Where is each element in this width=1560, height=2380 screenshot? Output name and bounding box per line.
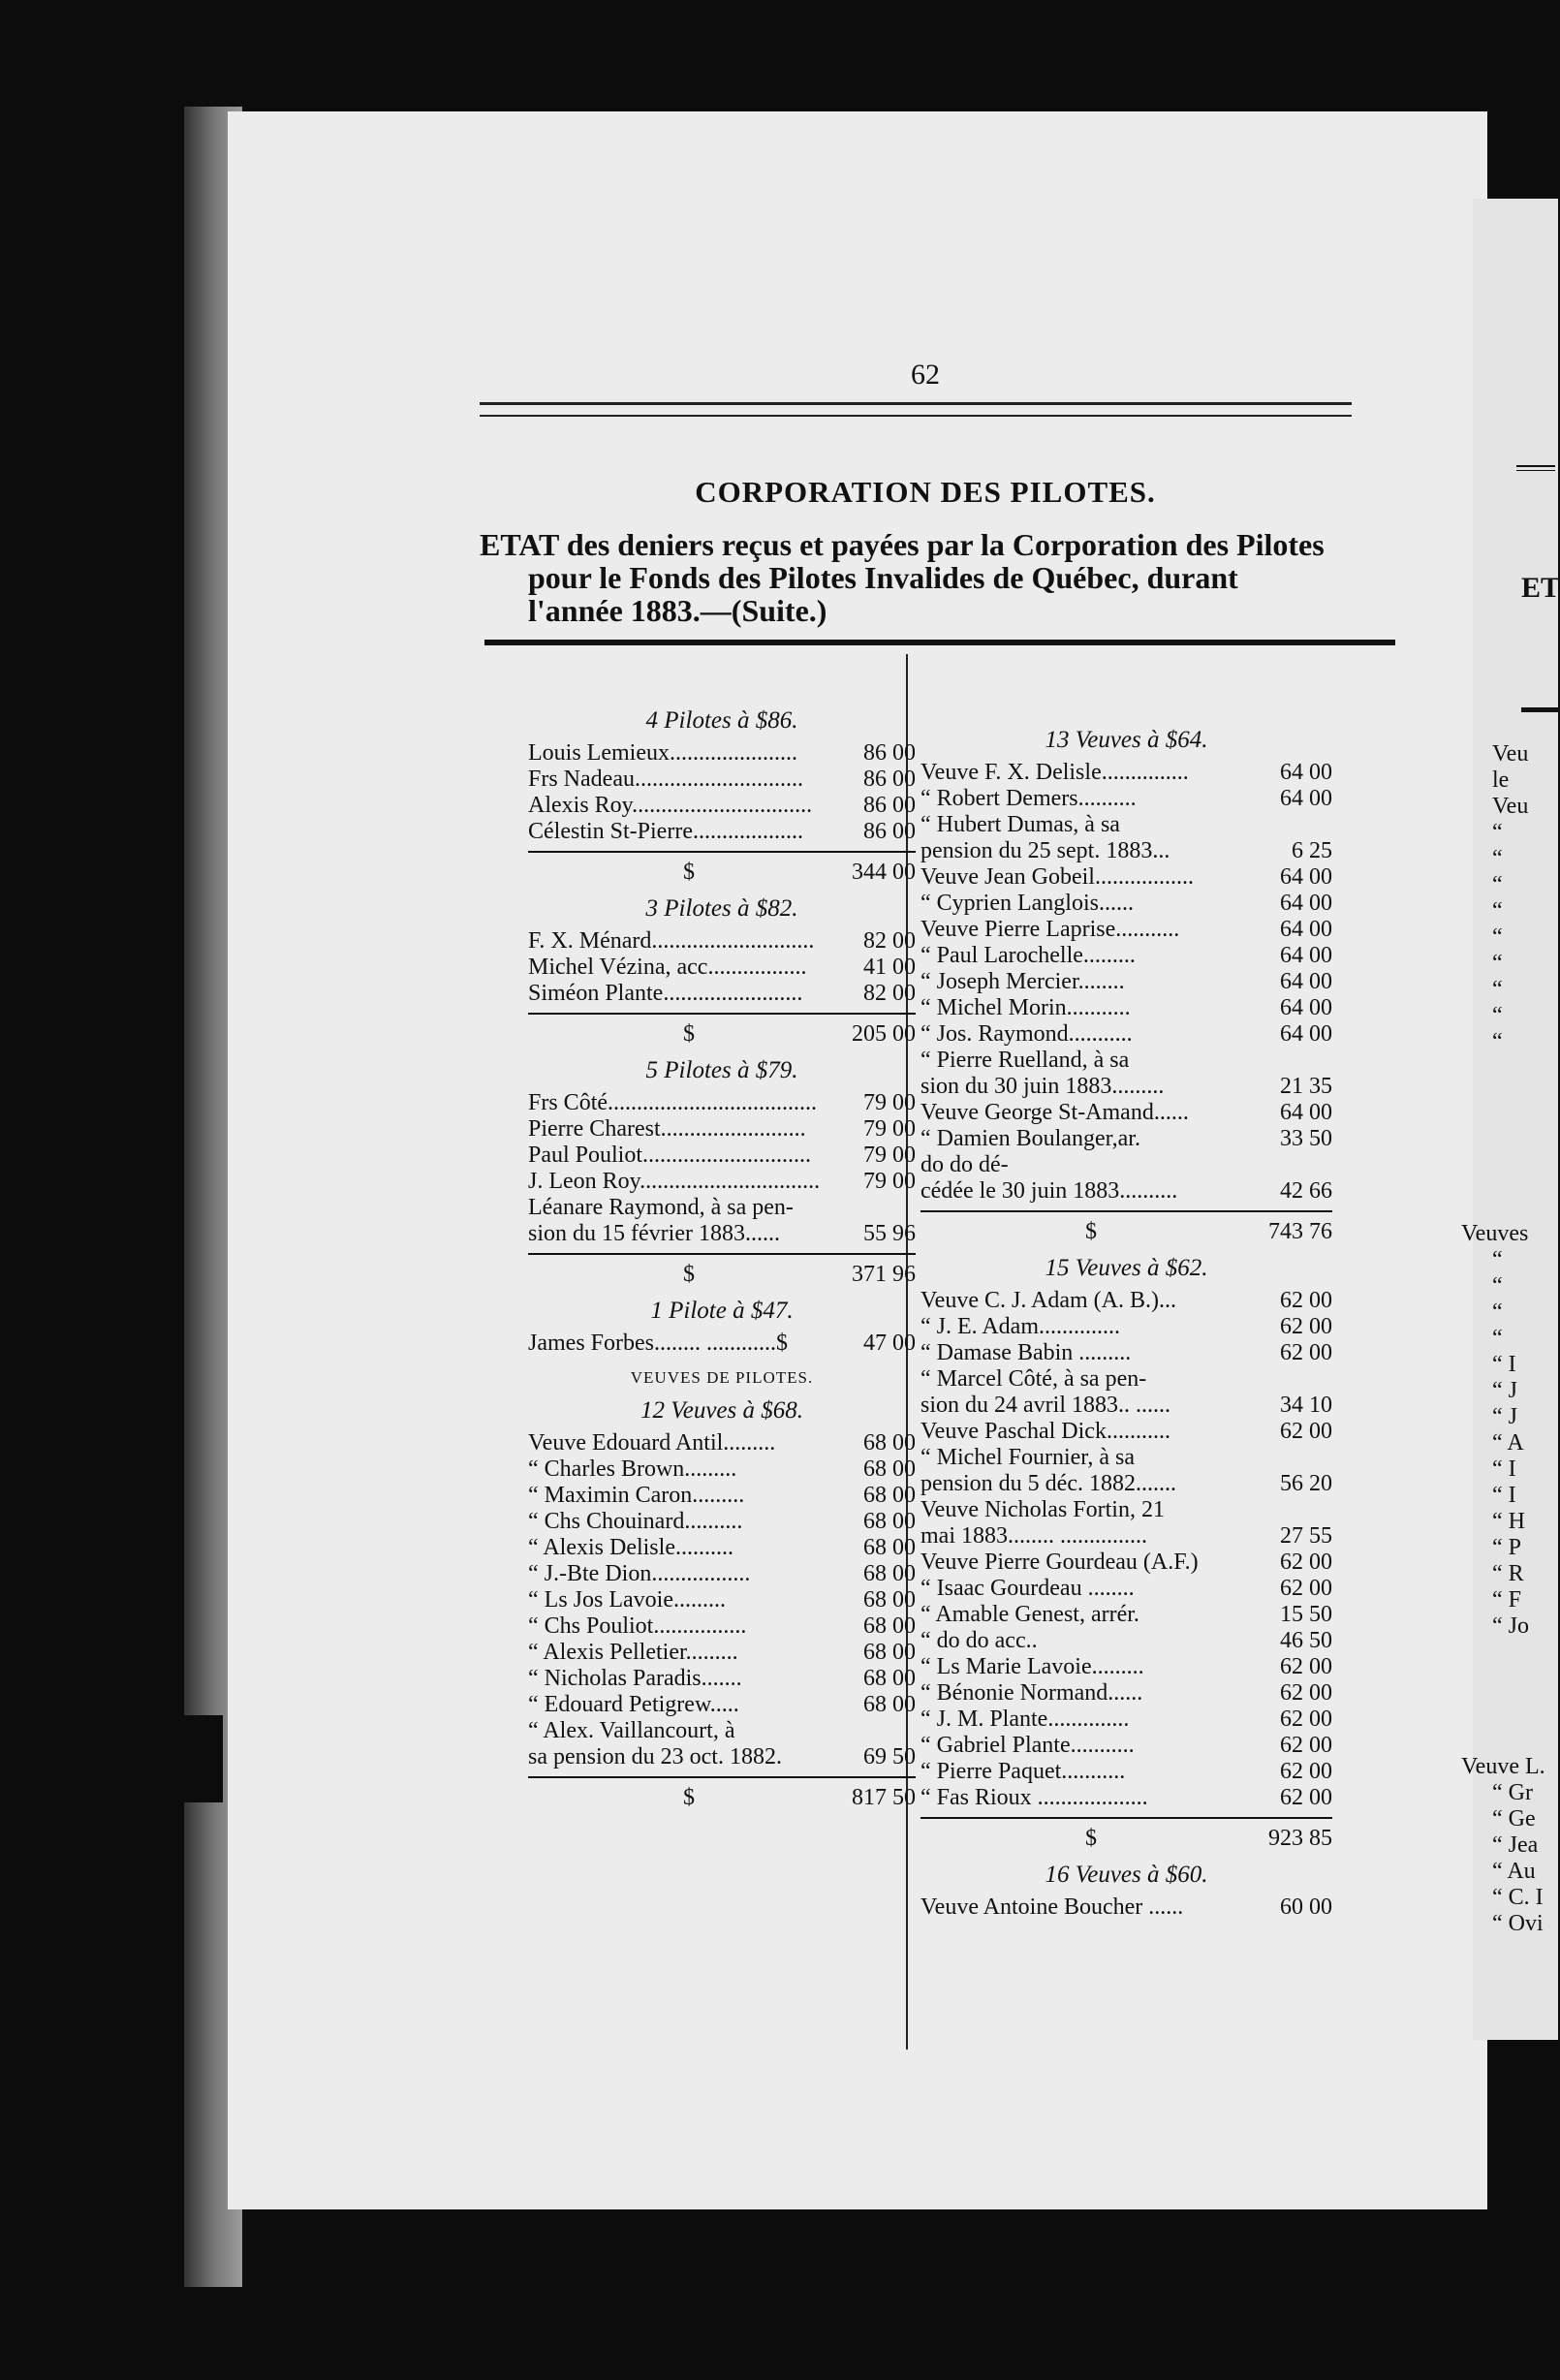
ledger-row (920, 917, 1332, 943)
ledger-name: “ Alexis Delisle.......... (528, 1535, 733, 1560)
ledger-amount (1257, 1152, 1332, 1178)
ledger-amount: 86 00 (863, 740, 916, 766)
intro-line-3: l'année 1883.—(Suite.) (528, 593, 827, 628)
ledger-row (920, 1152, 1332, 1178)
ledger-row (528, 1692, 916, 1718)
ledger-row (920, 891, 1332, 917)
ledger-row (528, 1169, 916, 1195)
ledger-amount: 68 00 (863, 1561, 916, 1586)
ledger-name: Frs Côté.................................... (528, 1090, 818, 1115)
ledger-amount: 27 55 (1280, 1523, 1332, 1549)
ledger-row (920, 1288, 1332, 1314)
ledger-name: “ Ls Jos Lavoie......... (528, 1587, 726, 1613)
ledger-row (920, 1497, 1332, 1523)
ledger-amount: 62 00 (1280, 1340, 1332, 1365)
ledger-amount: 64 00 (1280, 1021, 1332, 1047)
scanned-page (228, 111, 1487, 2209)
ledger-amount: 68 00 (863, 1430, 916, 1456)
ledger-row (920, 1419, 1332, 1445)
ledger-row (920, 1126, 1332, 1152)
ledger-name: Veuve C. J. Adam (A. B.)... (920, 1288, 1176, 1313)
ledger-name: pension du 5 déc. 1882....... (920, 1471, 1176, 1496)
veuves-heading: VEUVES DE PILOTES. (630, 1368, 814, 1387)
ledger-row (920, 1048, 1332, 1074)
ledger-name: “ Edouard Petigrew..... (528, 1692, 739, 1717)
adjacent-line: “ (1492, 1003, 1503, 1028)
section-rule (484, 640, 1395, 645)
ledger-name: “ Jos. Raymond........... (920, 1021, 1133, 1047)
ledger-amount: 64 00 (1280, 943, 1332, 968)
adjacent-top-rule (1516, 465, 1555, 471)
ledger-amount: 68 00 (863, 1456, 916, 1482)
ledger-name: cédée le 30 juin 1883.......... (920, 1178, 1178, 1204)
ledger-amount: 42 66 (1280, 1178, 1332, 1204)
ledger-row (528, 1221, 916, 1247)
adjacent-line: “ (1492, 846, 1503, 871)
ledger-name: Michel Vézina, acc................. (528, 955, 807, 980)
ledger-row (920, 1340, 1332, 1366)
ledger-amount: 64 00 (1280, 864, 1332, 890)
currency-sign: $ (1085, 1219, 1097, 1244)
ledger-name: “ Maximin Caron......... (528, 1483, 745, 1508)
ledger-amount: 55 96 (863, 1221, 916, 1246)
ledger-row (528, 1116, 916, 1143)
ledger-amount: 62 00 (1280, 1733, 1332, 1758)
adjacent-line: “ F (1492, 1587, 1521, 1613)
adjacent-line: “ (1492, 951, 1503, 976)
ledger-amount: 62 00 (1280, 1288, 1332, 1313)
intro-line-1: ETAT des deniers reçus et payées par la Corporation des Pilotes (480, 527, 1325, 562)
ledger-amount: 62 00 (1280, 1576, 1332, 1601)
adjacent-line: “ (1492, 1300, 1503, 1325)
ledger-name: mai 1883........ ............... (920, 1523, 1147, 1549)
ledger-amount: 82 00 (863, 981, 916, 1006)
page-title: CORPORATION DES PILOTES. (695, 475, 1156, 509)
ledger-row (528, 1718, 916, 1744)
adjacent-line: “ Jo (1492, 1613, 1529, 1639)
ledger-name: “ J.-Bte Dion................. (528, 1561, 751, 1586)
ledger-amount: 64 00 (1280, 891, 1332, 916)
adjacent-line: “ A (1492, 1430, 1524, 1456)
adjacent-line: “ Ovi (1492, 1911, 1544, 1936)
ledger-row (528, 1535, 916, 1561)
ledger-name: Veuve George St-Amand...... (920, 1100, 1189, 1125)
ledger-name: “ Hubert Dumas, à sa (920, 812, 1120, 837)
ledger-name: “ Michel Morin........... (920, 995, 1131, 1020)
section-heading: 5 Pilotes à $79. (645, 1057, 798, 1083)
ledger-amount: 68 00 (863, 1535, 916, 1560)
ledger-row (920, 1707, 1332, 1733)
adjacent-line: Veuve L. (1461, 1754, 1545, 1779)
adjacent-line: “ P (1492, 1535, 1521, 1560)
section-total (920, 1817, 1332, 1852)
ledger-name: “ Nicholas Paradis....... (528, 1666, 742, 1691)
ledger-amount (1257, 1366, 1332, 1393)
ledger-row (528, 1483, 916, 1509)
ledger-amount: 34 10 (1280, 1393, 1332, 1418)
adjacent-line: “ J (1492, 1378, 1517, 1403)
ledger-name: F. X. Ménard............................ (528, 928, 815, 954)
ledger-row (920, 943, 1332, 969)
total-amount: 344 00 (852, 860, 916, 885)
ledger-row (528, 1331, 916, 1357)
ledger-amount: 15 50 (1280, 1602, 1332, 1627)
adjacent-line: “ Gr (1492, 1780, 1533, 1805)
ledger-name: pension du 25 sept. 1883... (920, 838, 1170, 863)
section-total (528, 1253, 916, 1288)
ledger-row (920, 995, 1332, 1021)
ledger-row (920, 1178, 1332, 1205)
ledger-amount (1257, 1497, 1332, 1523)
ledger-row (920, 786, 1332, 812)
ledger-row (920, 760, 1332, 786)
ledger-amount: 62 00 (1280, 1680, 1332, 1706)
adjacent-line: “ R (1492, 1561, 1524, 1586)
ledger-name: “ Robert Demers.......... (920, 786, 1137, 811)
adjacent-line: “ (1492, 1273, 1503, 1299)
ledger-name: “ Pierre Ruelland, à sa (920, 1048, 1130, 1073)
ledger-row (920, 1733, 1332, 1759)
ledger-name: Paul Pouliot............................. (528, 1143, 812, 1168)
ledger-name: “ Charles Brown......... (528, 1456, 737, 1482)
ledger-name: sion du 15 février 1883...... (528, 1221, 780, 1246)
ledger-amount: 41 00 (863, 955, 916, 980)
ledger-amount: 68 00 (863, 1613, 916, 1639)
ledger-name: “ Paul Larochelle......... (920, 943, 1136, 968)
ledger-name: “ Joseph Mercier........ (920, 969, 1125, 994)
ledger-name: “ Gabriel Plante........... (920, 1733, 1135, 1758)
adjacent-line: “ (1492, 1029, 1503, 1054)
ledger-name: “ Alex. Vaillancourt, à (528, 1718, 735, 1743)
ledger-row (528, 1456, 916, 1483)
adjacent-line: Veu (1492, 741, 1529, 767)
ledger-row (920, 1366, 1332, 1393)
ledger-amount (840, 1195, 916, 1221)
section-total (920, 1210, 1332, 1245)
ledger-name: Célestin St-Pierre................... (528, 819, 803, 844)
ledger-name: “ J. E. Adam.............. (920, 1314, 1120, 1339)
ledger-amount: 86 00 (863, 819, 916, 844)
ledger-amount: 62 00 (1280, 1314, 1332, 1339)
adjacent-line: Veuves (1461, 1221, 1529, 1246)
ledger-row (528, 1430, 916, 1456)
ledger-amount: 21 35 (1280, 1074, 1332, 1099)
ledger-name: sion du 24 avril 1883.. ...... (920, 1393, 1170, 1418)
total-amount: 371 96 (852, 1262, 916, 1287)
section-heading: 12 Veuves à $68. (640, 1397, 804, 1424)
ledger-row (528, 740, 916, 767)
ledger-row (528, 981, 916, 1007)
ledger-row (920, 1759, 1332, 1785)
total-amount: 923 85 (1268, 1826, 1332, 1851)
ledger-amount: 86 00 (863, 793, 916, 818)
page-edge-shadow (140, 1715, 223, 1802)
ledger-amount: 86 00 (863, 767, 916, 792)
total-amount: 743 76 (1268, 1219, 1332, 1244)
ledger-name: sa pension du 23 oct. 1882. (528, 1744, 782, 1769)
ledger-amount: 79 00 (863, 1116, 916, 1142)
ledger-row (920, 864, 1332, 891)
ledger-amount (1257, 1445, 1332, 1471)
section-heading: 4 Pilotes à $86. (645, 707, 798, 734)
adjacent-title-fragment: ET (1521, 572, 1560, 604)
ledger-amount: 79 00 (863, 1169, 916, 1194)
top-rule (480, 402, 1352, 417)
ledger-row (528, 819, 916, 845)
ledger-amount: 64 00 (1280, 969, 1332, 994)
ledger-name: “ Michel Fournier, à sa (920, 1445, 1135, 1470)
ledger-row (528, 928, 916, 955)
ledger-amount: 62 00 (1280, 1419, 1332, 1444)
ledger-name: Siméon Plante........................ (528, 981, 803, 1006)
ledger-row (920, 1523, 1332, 1550)
ledger-row (528, 1666, 916, 1692)
adjacent-line: “ Jea (1492, 1832, 1539, 1858)
ledger-amount (1257, 812, 1332, 838)
ledger-name: “ Fas Rioux ................... (920, 1785, 1148, 1810)
ledger-name: “ Cyprien Langlois...... (920, 891, 1134, 916)
adjacent-line: “ (1492, 820, 1503, 845)
adjacent-line: “ I (1492, 1483, 1516, 1508)
adjacent-page-fragment (1461, 199, 1560, 2040)
ledger-name: Veuve F. X. Delisle............... (920, 760, 1189, 785)
ledger-amount: 56 20 (1280, 1471, 1332, 1496)
total-amount: 817 50 (852, 1785, 916, 1810)
currency-sign: $ (683, 1021, 695, 1047)
adjacent-section-rule (1521, 707, 1560, 712)
ledger-amount: 33 50 (1280, 1126, 1332, 1151)
ledger-row (920, 1074, 1332, 1100)
ledger-row (920, 1628, 1332, 1654)
ledger-amount: 62 00 (1280, 1654, 1332, 1679)
ledger-name: sion du 30 juin 1883......... (920, 1074, 1165, 1099)
ledger-row (528, 793, 916, 819)
ledger-name: Alexis Roy............................... (528, 793, 813, 818)
adjacent-line: “ Au (1492, 1859, 1536, 1884)
ledger-name: Veuve Pierre Laprise........... (920, 917, 1180, 942)
ledger-amount: 79 00 (863, 1090, 916, 1115)
ledger-amount: 47 00 (863, 1331, 916, 1356)
ledger-name: “ Marcel Côté, à sa pen- (920, 1366, 1147, 1392)
right-column (920, 717, 1332, 1921)
ledger-row (920, 1445, 1332, 1471)
ledger-row (528, 1744, 916, 1770)
section-heading: 1 Pilote à $47. (650, 1298, 794, 1324)
ledger-amount: 64 00 (1280, 786, 1332, 811)
ledger-row (528, 1509, 916, 1535)
ledger-amount: 46 50 (1280, 1628, 1332, 1653)
section-heading: 13 Veuves à $64. (1045, 727, 1208, 753)
ledger-row (920, 812, 1332, 838)
ledger-name: “ Bénonie Normand...... (920, 1680, 1143, 1706)
total-amount: 205 00 (852, 1021, 916, 1047)
ledger-name: Veuve Nicholas Fortin, 21 (920, 1497, 1165, 1522)
ledger-name: do do dé- (920, 1152, 1009, 1177)
ledger-name: “ Alexis Pelletier......... (528, 1640, 738, 1665)
adjacent-line: “ H (1492, 1509, 1525, 1534)
ledger-name: Veuve Pierre Gourdeau (A.F.) (920, 1550, 1199, 1575)
ledger-amount: 62 00 (1280, 1759, 1332, 1784)
ledger-name: Veuve Edouard Antil......... (528, 1430, 776, 1456)
ledger-row (528, 1561, 916, 1587)
section-heading: 3 Pilotes à $82. (645, 895, 798, 922)
ledger-name: “ Pierre Paquet........... (920, 1759, 1126, 1784)
ledger-row (920, 1602, 1332, 1628)
ledger-name: “ Ls Marie Lavoie......... (920, 1654, 1144, 1679)
ledger-row (920, 969, 1332, 995)
ledger-amount: 68 00 (863, 1483, 916, 1508)
intro-paragraph (480, 528, 1381, 627)
ledger-amount: 68 00 (863, 1640, 916, 1665)
ledger-row (920, 1314, 1332, 1340)
section-total (528, 851, 916, 886)
ledger-amount: 6 25 (1292, 838, 1332, 863)
section-heading: 16 Veuves à $60. (1045, 1862, 1208, 1888)
ledger-amount (840, 1718, 916, 1744)
ledger-name: “ Chs Chouinard.......... (528, 1509, 743, 1534)
ledger-amount: 60 00 (1280, 1895, 1332, 1920)
ledger-row (528, 1143, 916, 1169)
ledger-amount: 64 00 (1280, 995, 1332, 1020)
section-heading: 15 Veuves à $62. (1045, 1255, 1208, 1281)
left-column (528, 698, 916, 1819)
ledger-name: J. Leon Roy............................... (528, 1169, 821, 1194)
ledger-name: “ do do acc.. (920, 1628, 1038, 1653)
ledger-name: Veuve Jean Gobeil................. (920, 864, 1194, 890)
ledger-name: Frs Nadeau............................. (528, 767, 803, 792)
ledger-amount: 62 00 (1280, 1550, 1332, 1575)
ledger-amount: 64 00 (1280, 1100, 1332, 1125)
ledger-amount: 79 00 (863, 1143, 916, 1168)
ledger-name: “ Damase Babin ......... (920, 1340, 1132, 1365)
ledger-row (920, 1100, 1332, 1126)
adjacent-line: “ (1492, 898, 1503, 924)
ledger-name: Pierre Charest......................... (528, 1116, 806, 1142)
ledger-amount: 64 00 (1280, 760, 1332, 785)
ledger-name: “ Isaac Gourdeau ........ (920, 1576, 1135, 1601)
ledger-name: “ J. M. Plante.............. (920, 1707, 1130, 1732)
adjacent-line: “ (1492, 1326, 1503, 1351)
ledger-amount: 68 00 (863, 1587, 916, 1613)
adjacent-line: “ I (1492, 1352, 1516, 1377)
ledger-amount: 62 00 (1280, 1785, 1332, 1810)
adjacent-line: “ J (1492, 1404, 1517, 1429)
ledger-amount: 68 00 (863, 1666, 916, 1691)
adjacent-line: “ C. I (1492, 1885, 1544, 1910)
ledger-name: Veuve Antoine Boucher ...... (920, 1895, 1184, 1920)
ledger-amount: 68 00 (863, 1509, 916, 1534)
ledger-name: Louis Lemieux...................... (528, 740, 797, 766)
ledger-row (920, 1550, 1332, 1576)
ledger-row (920, 1576, 1332, 1602)
section-total (528, 1013, 916, 1048)
intro-line-2: pour le Fonds des Pilotes Invalides de Québec, durant (528, 560, 1238, 595)
ledger-amount (1257, 1048, 1332, 1074)
ledger-row (920, 1393, 1332, 1419)
ledger-name: James Forbes........ ............$ (528, 1331, 788, 1356)
currency-sign: $ (683, 1262, 695, 1287)
ledger-row (528, 1090, 916, 1116)
ledger-row (528, 1640, 916, 1666)
ledger-row (528, 767, 916, 793)
ledger-row (528, 1587, 916, 1613)
ledger-name: Veuve Paschal Dick........... (920, 1419, 1170, 1444)
ledger-amount: 64 00 (1280, 917, 1332, 942)
adjacent-line: “ (1492, 872, 1503, 897)
adjacent-line: “ (1492, 977, 1503, 1002)
ledger-row (920, 1654, 1332, 1680)
adjacent-line: “ I (1492, 1456, 1516, 1482)
page-number: 62 (911, 359, 940, 391)
adjacent-line: Veu (1492, 794, 1529, 819)
currency-sign: $ (683, 860, 695, 885)
section-total (528, 1776, 916, 1811)
ledger-row (920, 1021, 1332, 1048)
ledger-row (920, 1895, 1332, 1921)
ledger-name: Léanare Raymond, à sa pen- (528, 1195, 794, 1220)
ledger-name: “ Chs Pouliot................ (528, 1613, 747, 1639)
adjacent-line: “ (1492, 924, 1503, 950)
ledger-name: “ Amable Genest, arrér. (920, 1602, 1139, 1627)
ledger-row (920, 1785, 1332, 1811)
ledger-amount: 68 00 (863, 1692, 916, 1717)
adjacent-line: le (1492, 767, 1510, 793)
adjacent-line: “ (1492, 1247, 1503, 1272)
ledger-amount: 62 00 (1280, 1707, 1332, 1732)
ledger-row (920, 838, 1332, 864)
ledger-row (920, 1471, 1332, 1497)
ledger-name: “ Damien Boulanger,ar. (920, 1126, 1140, 1151)
ledger-amount: 82 00 (863, 928, 916, 954)
ledger-row (528, 955, 916, 981)
adjacent-line: “ Ge (1492, 1806, 1536, 1832)
ledger-row (528, 1195, 916, 1221)
currency-sign: $ (683, 1785, 695, 1810)
currency-sign: $ (1085, 1826, 1097, 1851)
ledger-row (528, 1613, 916, 1640)
ledger-row (920, 1680, 1332, 1707)
ledger-amount: 69 50 (863, 1744, 916, 1769)
